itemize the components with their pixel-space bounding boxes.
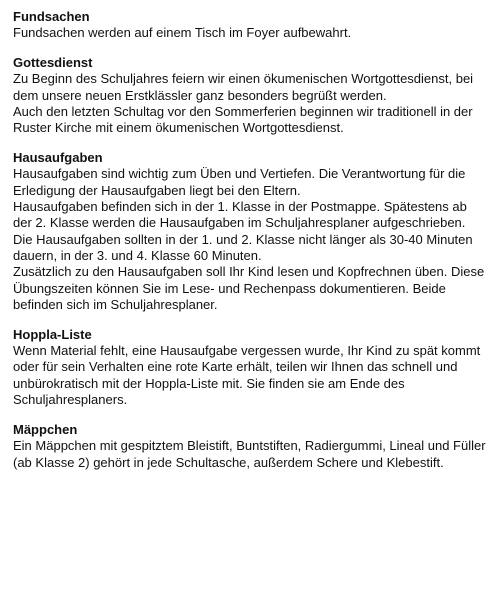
section-paragraph: Fundsachen werden auf einem Tisch im Foyer aufbewahrt.	[13, 25, 352, 40]
section-hausaufgaben	[13, 150, 487, 313]
section-maeppchen	[13, 422, 487, 471]
section-heading: Mäppchen	[13, 422, 78, 438]
section-paragraph: Die Hausaufgaben sollten in der 1. und 2. Klasse nicht länger als 30-40 Minuten dauern, in der 3. und 4. Klasse 60 Minuten.	[13, 231, 473, 263]
section-paragraph: Zu Beginn des Schuljahres feiern wir einen ökumenischen Wortgottesdienst, bei dem unsere neuen Erstklässler ganz besonders begrüßt werden.	[13, 71, 474, 103]
section-paragraph: Ein Mäppchen mit gespitztem Bleistift, Buntstiften, Radiergummi, Lineal und Füller (ab Klasse 2) gehört in jede Schultasche, außerdem Schere und Klebestift.	[13, 438, 486, 470]
section-fundsachen	[13, 9, 487, 41]
section-paragraph: Auch den letzten Schultag vor den Sommerferien beginnen wir traditionell in der Ruster Kirche mit einem ökumenischen Wortgottesdienst.	[13, 103, 473, 136]
section-gottesdienst	[13, 55, 487, 136]
section-paragraph: Zusätzlich zu den Hausaufgaben soll Ihr Kind lesen und Kopfrechnen üben. Diese Übungszeiten können Sie im Lese- und Rechenpass dokumentieren. Beide befinden sich im Schuljahresplaner.	[13, 264, 485, 312]
section-paragraph: Hausaufgaben befinden sich in der 1. Klasse in der Postmappe. Spätestens ab der 2. Klasse werden die Hausaufgaben im Schuljahresplaner aufgeschrieben.	[13, 199, 467, 231]
section-heading: Gottesdienst	[13, 55, 93, 71]
section-hoppla-liste	[13, 327, 487, 408]
section-heading: Hausaufgaben	[13, 150, 103, 166]
document-page	[13, 9, 487, 485]
section-heading: Fundsachen	[13, 9, 90, 24]
section-paragraph: Wenn Material fehlt, eine Hausaufgabe vergessen wurde, Ihr Kind zu spät kommt oder für sein Verhalten eine rote Karte erhält, teilen wir Ihnen das schnell und unbürokratisch mit der Hoppla-Liste mit. Sie finden sie am Ende des Schuljahresplaners.	[13, 343, 481, 408]
section-heading: Hoppla-Liste	[13, 327, 92, 343]
section-paragraph: Hausaufgaben sind wichtig zum Üben und Vertiefen. Die Verantwortung für die Erledigung der Hausaufgaben liegt bei den Eltern.	[13, 166, 466, 198]
